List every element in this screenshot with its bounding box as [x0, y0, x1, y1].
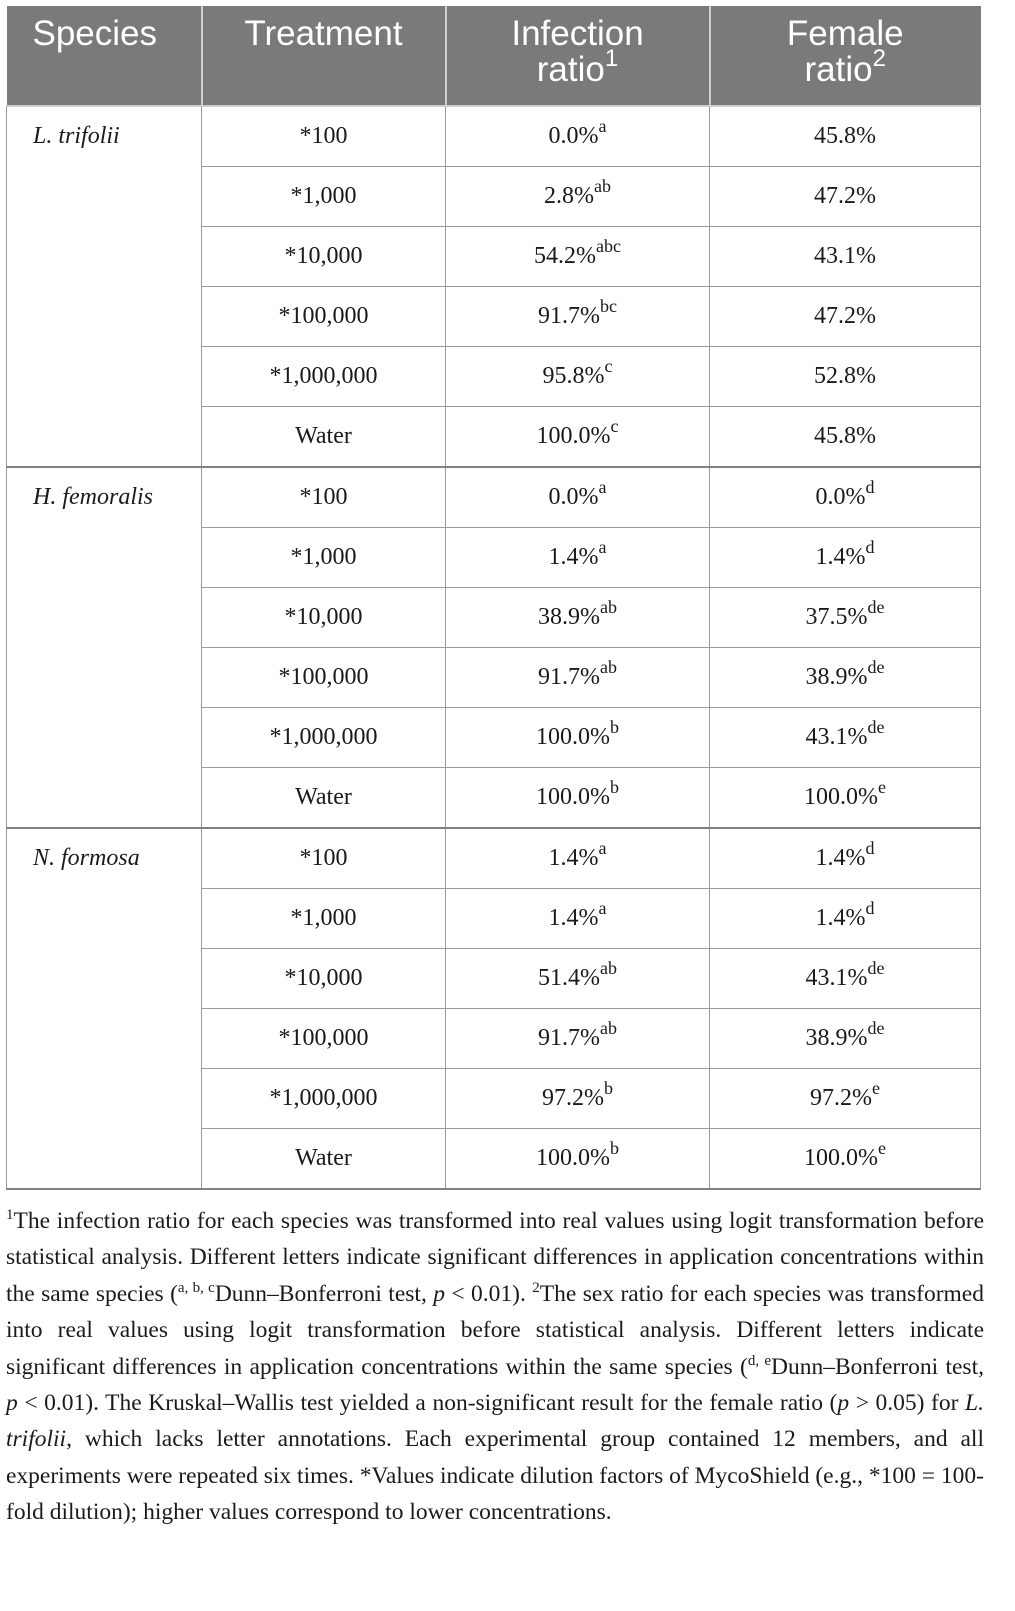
- female-ratio-cell: [710, 768, 981, 829]
- infection-ratio-cell-significance-letters: abc: [596, 236, 621, 256]
- infection-ratio-cell-significance-letters: a: [598, 898, 607, 918]
- infection-ratio-cell: [446, 467, 710, 528]
- infection-ratio-cell-significance-letters: ab: [600, 657, 617, 677]
- female-ratio-cell-value: 100.0%: [804, 784, 878, 810]
- infection-ratio-cell-significance-letters: b: [610, 717, 619, 737]
- treatment-cell: *1,000,000: [202, 1069, 446, 1129]
- infection-ratio-cell-value: 1.4%: [548, 544, 599, 570]
- infection-ratio-cell: [446, 949, 710, 1009]
- infection-ratio-cell-value: 0.0%: [548, 123, 599, 149]
- female-ratio-cell: [710, 528, 981, 588]
- infection-ratio-cell-value: 38.9%: [538, 604, 600, 630]
- header-female-ratio: Female ratio$^2$: [710, 6, 981, 106]
- female-ratio-cell-value: 1.4%: [815, 845, 866, 871]
- female-ratio-cell: [710, 949, 981, 1009]
- female-ratio-cell-value: 43.1%: [805, 965, 868, 991]
- treatment-cell: *1,000: [202, 889, 446, 949]
- female-ratio-cell: [710, 588, 981, 648]
- female-ratio-cell: [710, 1069, 981, 1129]
- infection-ratio-cell-value: 100.0%: [536, 423, 611, 449]
- infection-ratio-cell-significance-letters: ab: [600, 958, 617, 978]
- infection-ratio-cell-value: 95.8%: [542, 363, 605, 389]
- infection-ratio-cell-value: 91.7%: [538, 303, 600, 329]
- treatment-cell: *100,000: [202, 648, 446, 708]
- infection-ratio-cell: [446, 768, 710, 829]
- infection-ratio-cell-value: 1.4%: [548, 845, 599, 871]
- treatment-cell: *1,000,000: [202, 708, 446, 768]
- female-ratio-cell: [710, 407, 981, 468]
- female-ratio-cell: [710, 889, 981, 949]
- table-body: [7, 106, 981, 1189]
- treatment-cell: *1,000: [202, 167, 446, 227]
- infection-ratio-cell-value: 51.4%: [538, 965, 600, 991]
- female-ratio-cell-value: 1.4%: [815, 905, 866, 931]
- female-ratio-cell-value: 45.8%: [814, 123, 876, 149]
- infection-ratio-cell-value: 1.4%: [548, 905, 599, 931]
- infection-ratio-cell-significance-letters: a: [598, 477, 607, 497]
- infection-ratio-cell: [446, 167, 710, 227]
- female-ratio-cell-value: 43.1%: [805, 724, 868, 750]
- infection-ratio-cell-value: 91.7%: [538, 664, 600, 690]
- table-row: [7, 467, 981, 528]
- treatment-cell: *1,000: [202, 528, 446, 588]
- treatment-cell: *100: [202, 106, 446, 167]
- female-ratio-cell-significance-letters: d: [865, 898, 875, 918]
- female-ratio-cell: [710, 708, 981, 768]
- female-ratio-cell-value: 47.2%: [814, 183, 876, 209]
- female-ratio-cell-value: 1.4%: [815, 544, 866, 570]
- female-ratio-cell: [710, 828, 981, 889]
- female-ratio-cell-value: 52.8%: [814, 363, 876, 389]
- treatment-cell: Water: [202, 1129, 446, 1190]
- infection-ratio-cell: [446, 227, 710, 287]
- infection-ratio-cell-significance-letters: ab: [600, 1018, 617, 1038]
- infection-ratio-cell-significance-letters: b: [604, 1078, 613, 1098]
- infection-ratio-cell-value: 0.0%: [548, 484, 599, 510]
- female-ratio-cell: [710, 167, 981, 227]
- infection-ratio-cell-value: 100.0%: [536, 784, 610, 810]
- treatment-cell: *1,000,000: [202, 347, 446, 407]
- treatment-cell: *100: [202, 467, 446, 528]
- female-ratio-cell: [710, 106, 981, 167]
- infection-ratio-cell: [446, 106, 710, 167]
- treatment-cell: *10,000: [202, 588, 446, 648]
- treatment-cell: *100,000: [202, 1009, 446, 1069]
- female-ratio-cell-significance-letters: de: [867, 597, 885, 617]
- infection-ratio-cell: [446, 889, 710, 949]
- infection-ratio-cell: [446, 828, 710, 889]
- treatment-cell: *10,000: [202, 227, 446, 287]
- species-cell: N. formosa: [7, 828, 202, 1189]
- infection-ratio-cell: [446, 287, 710, 347]
- female-ratio-cell-significance-letters: d: [865, 537, 875, 557]
- female-ratio-cell: [710, 1129, 981, 1190]
- results-table: [6, 6, 981, 1190]
- infection-ratio-cell-significance-letters: ab: [594, 176, 611, 196]
- female-ratio-cell: [710, 227, 981, 287]
- header-species: Species: [7, 6, 202, 106]
- female-ratio-cell: [710, 648, 981, 708]
- infection-ratio-cell-significance-letters: b: [610, 777, 619, 797]
- female-ratio-cell-value: 37.5%: [805, 604, 868, 630]
- female-ratio-cell-value: 43.1%: [814, 243, 876, 269]
- table-row: [7, 828, 981, 889]
- treatment-cell: *100,000: [202, 287, 446, 347]
- infection-ratio-cell-value: 54.2%: [534, 243, 596, 269]
- species-cell: L. trifolii: [7, 106, 202, 467]
- infection-ratio-cell: [446, 407, 710, 468]
- infection-ratio-cell-value: 100.0%: [536, 724, 610, 750]
- infection-ratio-cell-significance-letters: c: [604, 356, 613, 376]
- table-footnote: $^1$The infection ratio for each species was transformed into real values using logit transformation before statistical analysis. Different letters indicate significant differences in application concentrations within the same species ($^{a, b, c}$Dunn–Bonferroni test, p < 0.01). $^2$The sex ratio for each species was transformed into real values using logit transformation before statistical analysis. Different letters indicate significant differences in application concentrations within the same species ($^{d, e}$Dunn–Bonferroni test, p < 0.01). The Kruskal–Wallis test yielded a non-significant result for the female ratio (p > 0.05) for L. trifolii, which lacks letter annotations. Each experimental group contained 12 members, and all experiments were repeated six times. *Values indicate dilution factors of MycoShield (e.g., *100 = 100-fold dilution); higher values correspond to lower concentrations.: [6, 1207, 984, 1526]
- female-ratio-cell: [710, 287, 981, 347]
- female-ratio-cell-value: 45.8%: [814, 423, 876, 449]
- infection-ratio-cell-significance-letters: a: [598, 537, 607, 557]
- female-ratio-cell-significance-letters: de: [867, 717, 885, 737]
- female-ratio-cell-value: 47.2%: [814, 303, 876, 329]
- infection-ratio-cell-significance-letters: bc: [600, 296, 617, 316]
- infection-ratio-cell-significance-letters: c: [610, 416, 619, 436]
- infection-ratio-cell: [446, 1009, 710, 1069]
- infection-ratio-cell-value: 91.7%: [538, 1025, 600, 1051]
- female-ratio-cell-value: 97.2%: [810, 1085, 872, 1111]
- female-ratio-cell-significance-letters: d: [865, 477, 875, 497]
- infection-ratio-cell: [446, 1069, 710, 1129]
- female-ratio-cell-value: 38.9%: [805, 1025, 868, 1051]
- female-ratio-cell-value: 38.9%: [805, 664, 868, 690]
- female-ratio-cell-value: 100.0%: [804, 1145, 878, 1171]
- infection-ratio-cell-value: 97.2%: [542, 1085, 604, 1111]
- header-infection-ratio: Infection ratio$^1$: [446, 6, 710, 106]
- treatment-cell: Water: [202, 407, 446, 468]
- female-ratio-cell-significance-letters: e: [878, 1138, 886, 1158]
- female-ratio-cell-significance-letters: de: [867, 958, 885, 978]
- female-ratio-cell-significance-letters: de: [867, 1018, 885, 1038]
- female-ratio-cell-significance-letters: de: [867, 657, 885, 677]
- female-ratio-cell-value: 0.0%: [815, 484, 866, 510]
- female-ratio-cell: [710, 1009, 981, 1069]
- treatment-cell: *10,000: [202, 949, 446, 1009]
- infection-ratio-cell: [446, 528, 710, 588]
- treatment-cell: *100: [202, 828, 446, 889]
- infection-ratio-cell: [446, 648, 710, 708]
- infection-ratio-cell: [446, 347, 710, 407]
- infection-ratio-cell-significance-letters: a: [598, 116, 607, 136]
- infection-ratio-cell: [446, 588, 710, 648]
- infection-ratio-cell-significance-letters: a: [598, 838, 607, 858]
- infection-ratio-cell-significance-letters: ab: [600, 597, 617, 617]
- species-cell: H. femoralis: [7, 467, 202, 828]
- female-ratio-cell-significance-letters: e: [878, 777, 886, 797]
- data-table-container: [6, 6, 980, 1190]
- infection-ratio-cell-value: 2.8%: [544, 183, 594, 209]
- female-ratio-cell-significance-letters: d: [865, 838, 875, 858]
- treatment-cell: Water: [202, 768, 446, 829]
- infection-ratio-cell: [446, 708, 710, 768]
- infection-ratio-cell-significance-letters: b: [610, 1138, 619, 1158]
- infection-ratio-cell: [446, 1129, 710, 1190]
- female-ratio-cell: [710, 467, 981, 528]
- table-row: [7, 106, 981, 167]
- infection-ratio-cell-value: 100.0%: [536, 1145, 610, 1171]
- header-treatment: Treatment: [202, 6, 446, 106]
- female-ratio-cell: [710, 347, 981, 407]
- female-ratio-cell-significance-letters: e: [872, 1078, 880, 1098]
- header-row: [7, 6, 981, 106]
